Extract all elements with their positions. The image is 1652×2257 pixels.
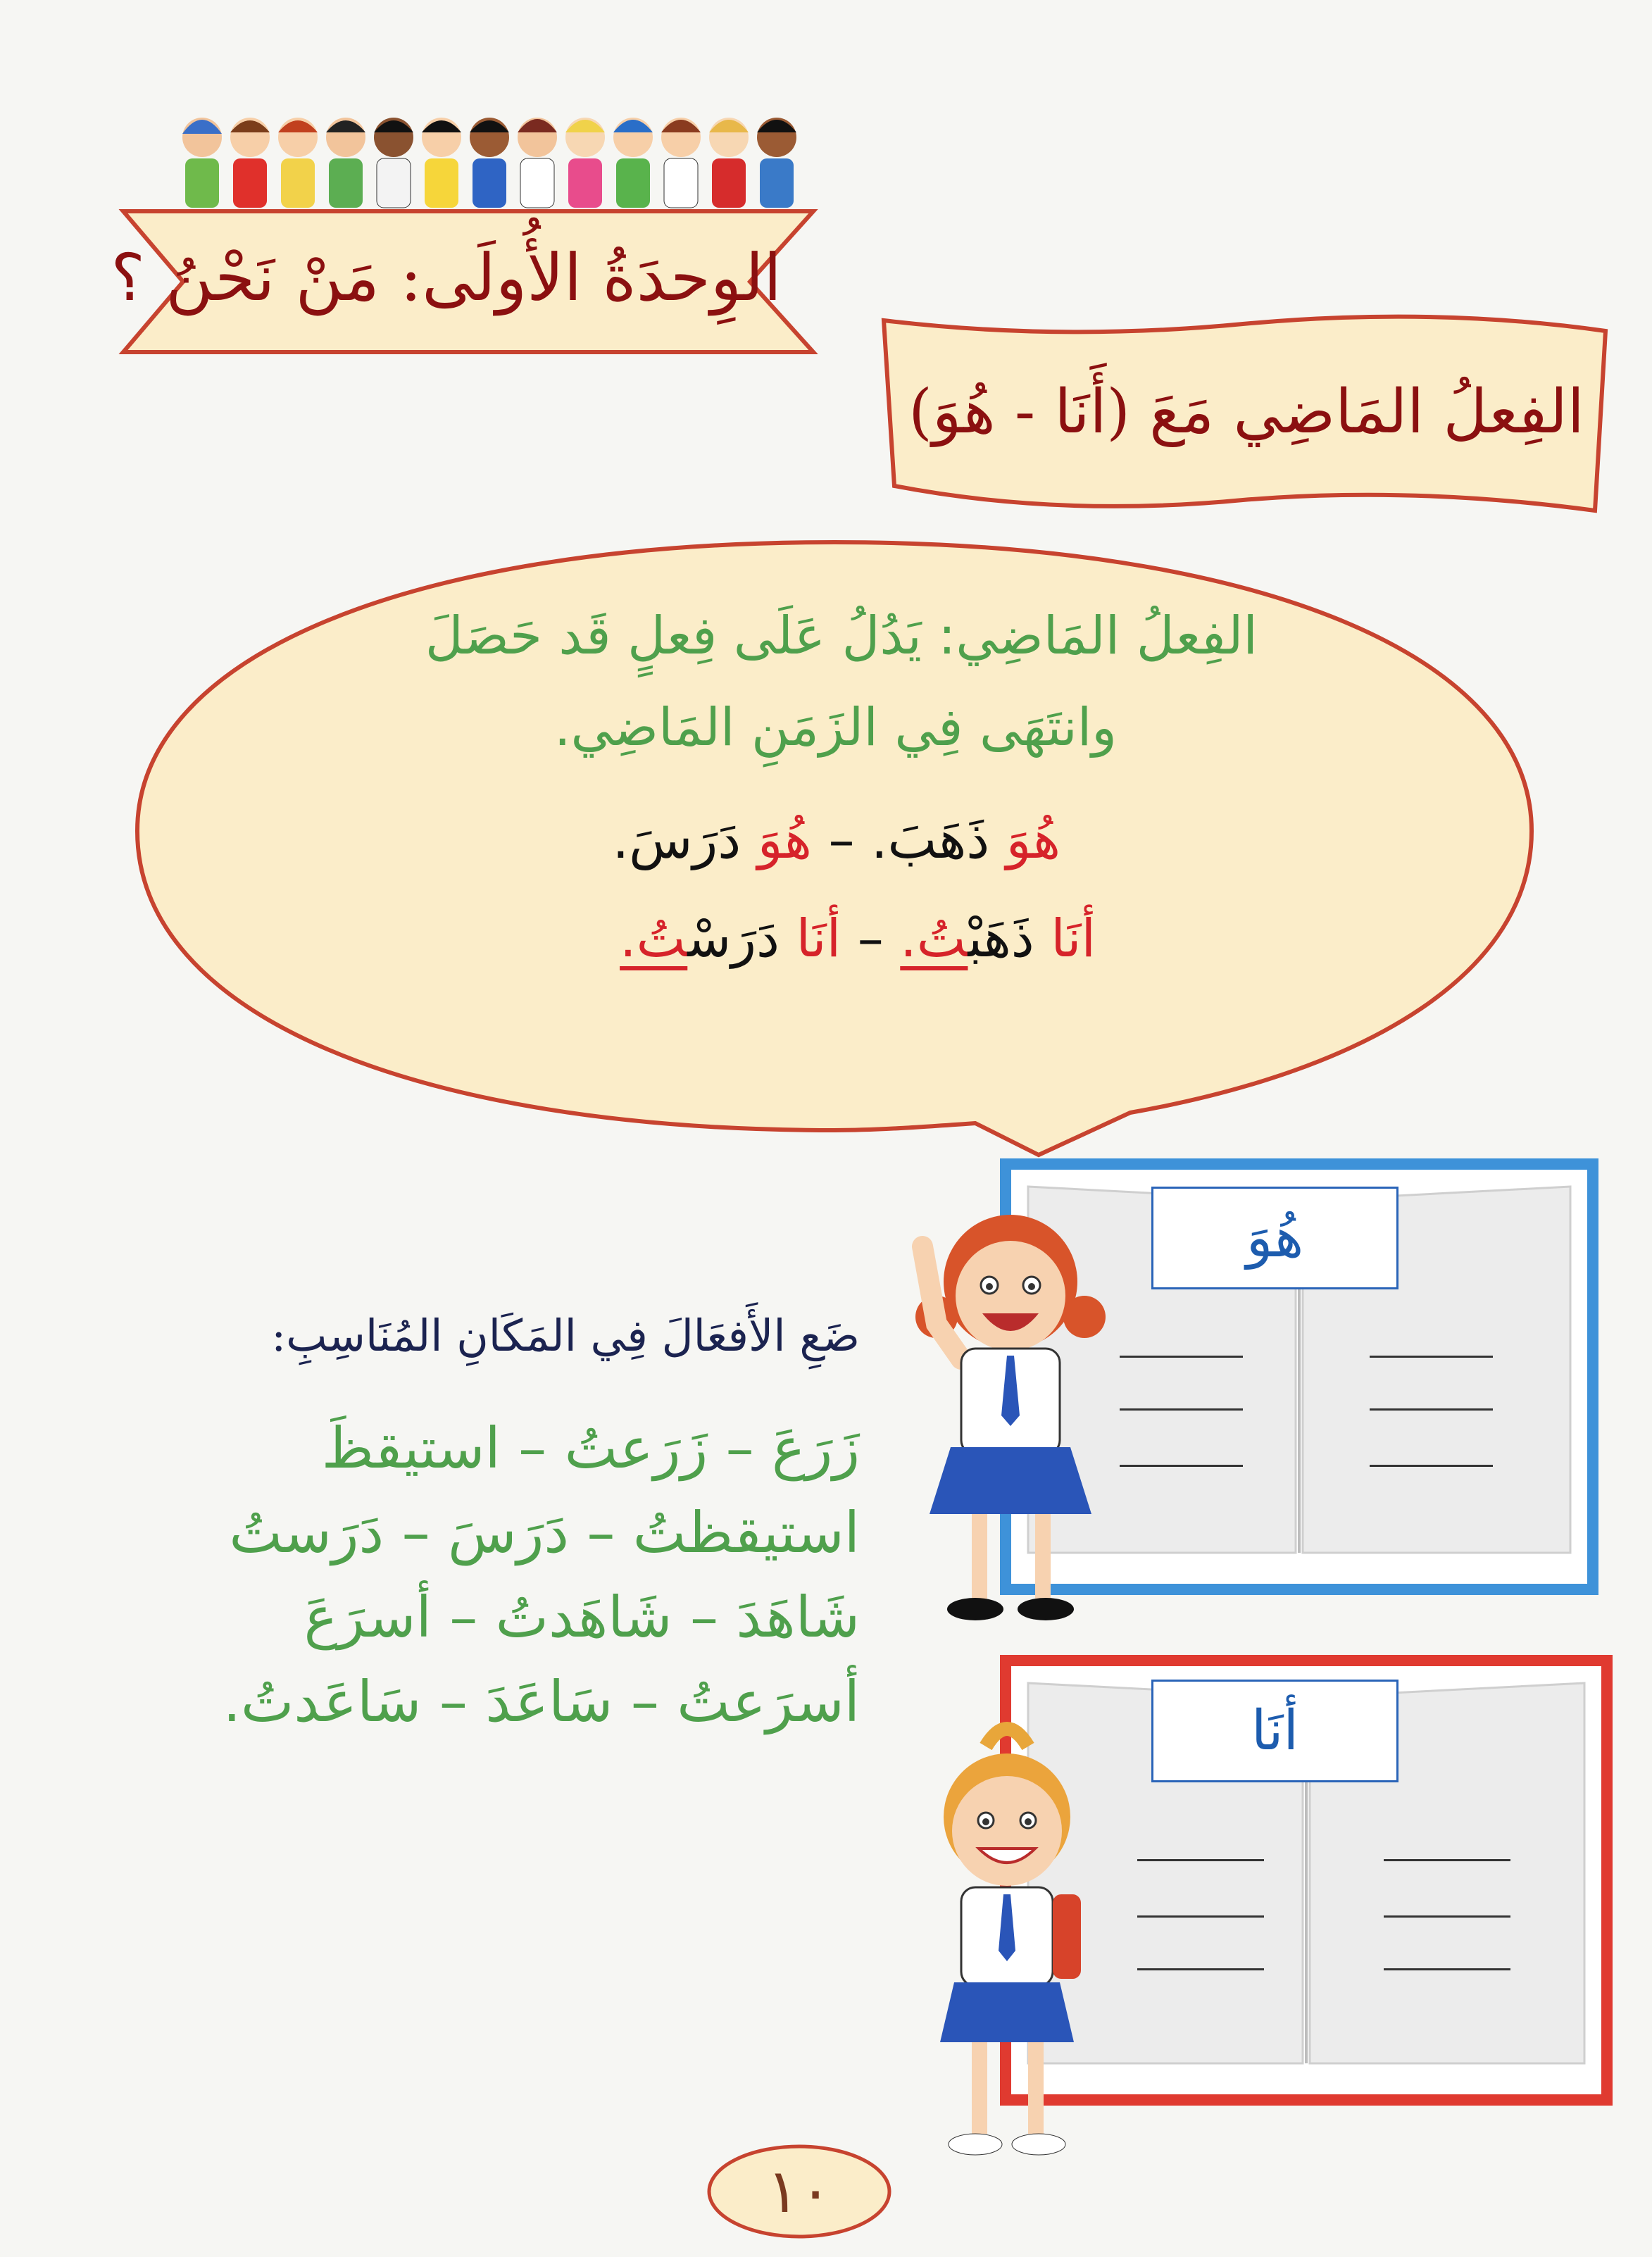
he-label-box: هُوَ [1151,1187,1398,1289]
verb-studied-stem: دَرَسْ [687,908,780,969]
i-blank[interactable] [1384,1859,1510,1861]
dash: – [828,810,855,870]
he-blank[interactable] [1370,1408,1493,1411]
word-line: استيقظتُ – دَرَسَ – دَرَستُ [229,1500,860,1565]
verb-suffix: تُ. [620,908,688,969]
he-blank[interactable] [1120,1465,1243,1467]
i-blank[interactable] [1384,1915,1510,1918]
lesson-title: الفِعلُ المَاضِي مَعَ (أَنَا - هُوَ) [908,377,1584,447]
he-blank[interactable] [1120,1356,1243,1358]
he-blank[interactable] [1370,1465,1493,1467]
i-label-box: أنَا [1151,1680,1398,1782]
pronoun-i: أنَا [796,908,841,969]
verb-studied: دَرَسَ. [612,810,741,870]
girl-waving-illustration [894,1197,1127,1634]
girl-smiling-illustration [894,1718,1120,2169]
i-blank[interactable] [1137,1915,1264,1918]
i-blank[interactable] [1384,1968,1510,1970]
pronoun-he: هُوَ [757,810,812,870]
he-blank[interactable] [1120,1408,1243,1411]
i-blank[interactable] [1137,1968,1264,1970]
verb-suffix: تُ. [900,908,968,969]
verb-went: ذَهَبَ. [871,810,990,870]
i-blank[interactable] [1137,1859,1264,1861]
word-line: أسرَعتُ – سَاعَدَ – سَاعَدتُ. [223,1669,860,1734]
pronoun-i: أنَا [1051,908,1096,969]
word-line: شَاهَدَ – شَاهَدتُ – أسرَعَ [304,1584,860,1650]
example-he-line [613,810,1060,870]
verb-went-stem: ذَهَبْ [968,908,1034,969]
exercise-instruction: ضَعِ الأَفعَالَ فِي المَكَانِ المُنَاسِبِ: [271,1310,860,1361]
he-blank[interactable] [1370,1356,1493,1358]
definition-line-1: الفِعلُ المَاضِي: يَدُلُ عَلَى فِعلٍ قَد حَصَلَ [425,606,1258,666]
children-illustration [180,99,813,211]
pronoun-he: هُوَ [1006,810,1060,870]
example-i-line [620,908,1096,969]
word-line: زَرَعَ – زَرَعتُ – استيقظَ [321,1415,860,1481]
unit-title: الوِحدَةُ الأُولَى: مَنْ نَحْنُ ؟ [111,240,782,315]
dash: – [857,908,884,969]
definition-line-2: وانتَهَى فِي الزَمَنِ المَاضِي. [553,697,1117,758]
page-number: ١٠ [766,2156,832,2227]
